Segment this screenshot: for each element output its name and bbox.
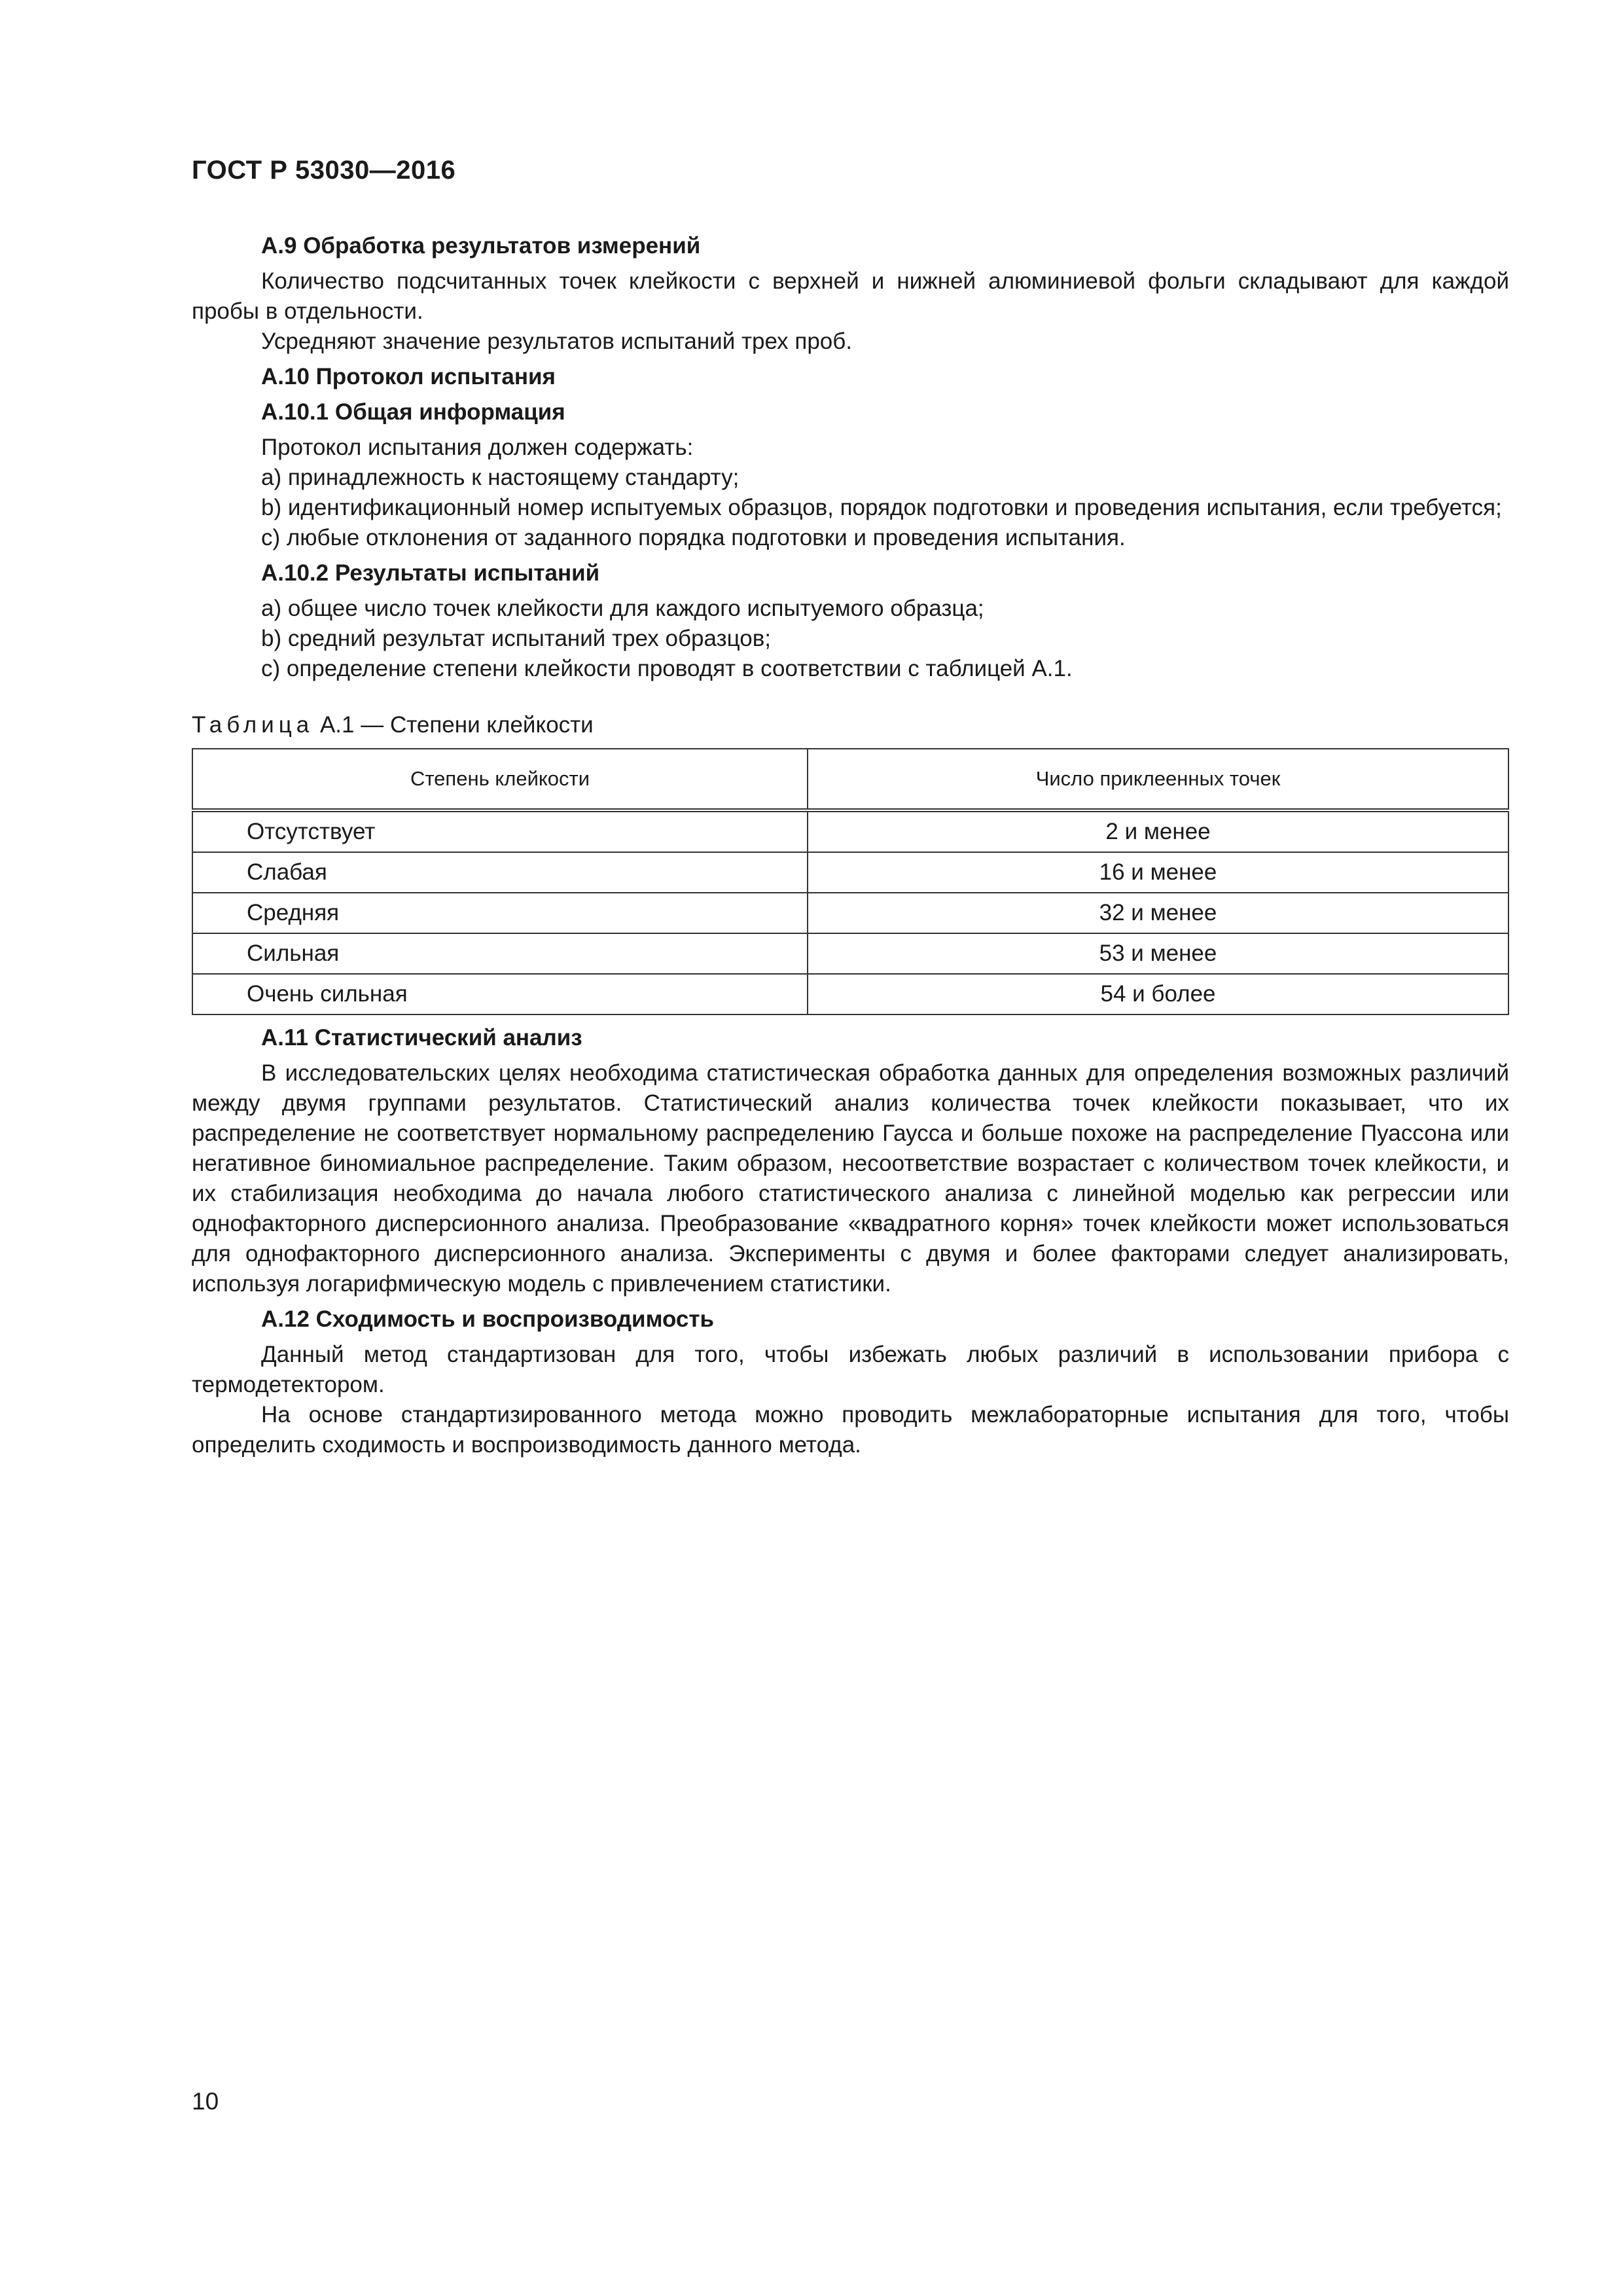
table-cell-degree: Отсутствует [192,810,808,852]
table-header-cell: Степень клейкости [192,749,808,810]
list-item: a) принадлежность к настоящему стандарту; [261,465,740,490]
section-a11-title: А.11 Статистический анализ [261,1025,582,1050]
table-row [192,810,1508,852]
table-cell-count: 32 и менее [808,893,1508,933]
tack-degree-table [192,748,1509,1015]
table-cell-count: 16 и менее [808,852,1508,893]
section-a12-paragraph-2: На основе стандартизированного метода можно проводить межлабораторные испытания для того, чтобы определить сходимость и воспроизводимость данного метода. [192,1402,1509,1458]
section-a12-paragraph-1: Данный метод стандартизован для того, чтобы избежать любых различий в использовании прибора с термодетектором. [192,1342,1509,1397]
table-header-cell: Число приклеенных точек [808,749,1508,810]
section-a9-title: А.9 Обработка результатов измерений [261,233,701,259]
section-a10-2-title: А.10.2 Результаты испытаний [261,560,600,586]
table-caption-text: А.1 — Степени клейкости [313,712,594,738]
table-row [192,852,1508,893]
table-caption-prefix: Таблица [192,712,314,738]
section-a11-paragraph: В исследовательских целях необходима статистическая обработка данных для определения возможных различий между двумя группами результатов. Статистический анализ количества точек клейкости показывает, что их распределение не соответствует нормальному распределению Гаусса и больше похоже на распределение Пуассона или негативное биномиальное распределение. Таким образом, несоответствие возрастает с количеством точек клейкости, и их стабилизация необходима до начала любого статистического анализа с линейной моделью как регрессии или однофакторного дисперсионного анализа. Преобразование «квадратного корня» точек клейкости может использоваться для однофакторного дисперсионного анализа. Эксперименты с двумя и более факторами следует анализировать, используя логарифмическую модель с привлечением статистики. [192,1060,1509,1297]
table-cell-count: 2 и менее [808,810,1508,852]
section-a10-1-title: А.10.1 Общая информация [261,399,565,425]
table-row [192,933,1508,974]
list-item: c) любые отклонения от заданного порядка подготовки и проведения испытания. [261,525,1126,550]
document-id: ГОСТ Р 53030—2016 [192,156,456,185]
section-a12-title: А.12 Сходимость и воспроизводимость [261,1306,715,1332]
section-a9-paragraph-1: Количество подсчитанных точек клейкости с верхней и нижней алюминиевой фольги складывают для каждой пробы в отдельности. [192,268,1509,324]
document-body [192,226,1509,1460]
table-row [192,974,1508,1014]
table-cell-degree: Сильная [192,933,808,974]
table-cell-count: 53 и менее [808,933,1508,974]
table-cell-degree: Очень сильная [192,974,808,1014]
table-cell-degree: Средняя [192,893,808,933]
table-caption [192,710,1509,740]
list-item: b) идентификационный номер испытуемых образцов, порядок подготовки и проведения испытания, если требуется; [261,495,1502,520]
table-cell-degree: Слабая [192,852,808,893]
table-row [192,893,1508,933]
section-a10-title: А.10 Протокол испытания [261,364,556,389]
page-number: 10 [192,2088,219,2115]
list-item: a) общее число точек клейкости для каждого испытуемого образца; [261,596,984,621]
after-table-block [192,1023,1509,1460]
table-header-row [192,749,1508,810]
list-item: b) средний результат испытаний трех образцов; [261,626,772,651]
section-a9-paragraph-2: Усредняют значение результатов испытаний трех проб. [261,329,853,354]
list-item: c) определение степени клейкости проводят в соответствии с таблицей А.1. [261,656,1073,681]
table-cell-count: 54 и более [808,974,1508,1014]
section-a10-1-intro: Протокол испытания должен содержать: [261,435,694,460]
